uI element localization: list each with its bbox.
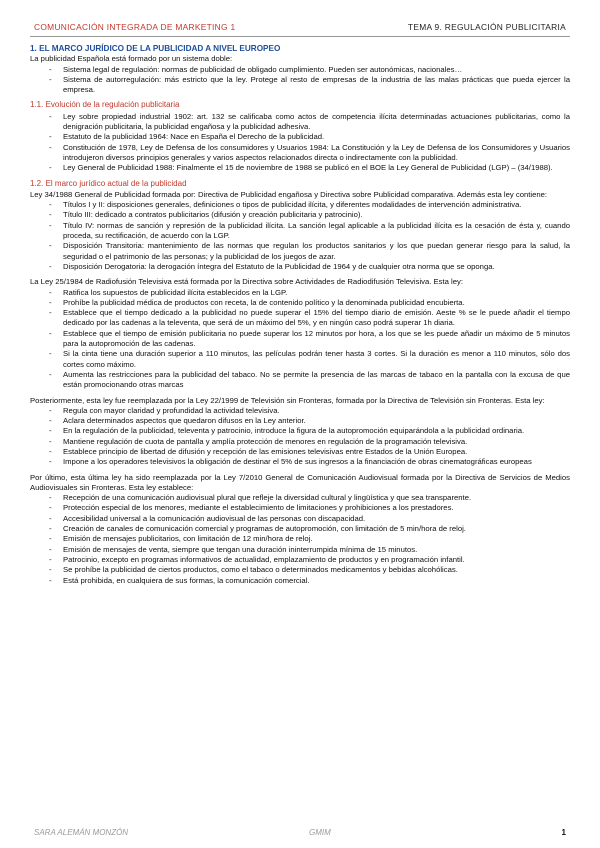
list-item: - Protección especial de los menores, mediante el establecimiento de limitaciones y prohibiciones a los prestadores. [30,503,570,513]
list-item: - Disposición Derogatoria: la derogación íntegra del Estatuto de la Publicidad de 1964 y de cualquier otra norma que se oponga. [30,262,570,272]
tv-law-list [30,406,570,468]
list-item: - Aclara determinados aspectos que quedaron difusos en la Ley anterior. [30,416,570,426]
list-item: - Ratifica los supuestos de publicidad ilícita establecidos en la LGP. [30,288,570,298]
tv-law-intro: Posteriormente, esta ley fue reemplazada por la Ley 22/1999 de Televisión sin Fronteras, formada por la Directiva de Televisión sin Fronteras. Esta ley: [30,395,545,405]
audiovisual-law-list [30,493,570,586]
section-1-intro: La publicidad Española está formado por un sistema doble: [30,54,233,64]
audiovisual-law-intro: Por último, esta última ley ha sido reemplazada por la Ley 7/2010 General de Comunicación Audiovisual formada por la Directiva de Servicios de Medios Audiovisuales sin Fronteras. Esta ley establece: [30,472,570,492]
list-item: - Título IV: normas de sanción y represión de la publicidad ilícita. La sanción legal aplicable a la publicidad ilícita es la cesación de ésta y, cuando proceda, su rectificación, de acuerdo con la LGP. [30,221,570,242]
list-item: - Establece que el tiempo dedicado a la publicidad no puede superar el 15% del tiempo diario de emisión. Aeste % se le puede añadir el tiempo dedicado por las cadenas a la televenta, que será de un máximo del 5%, y en ningún caso podrá superar 1h diaria. [30,308,570,329]
list-item: - Accesibilidad universal a la comunicación audiovisual de las personas con discapacidad. [30,514,570,524]
radio-law-list [30,288,570,391]
list-item: - Disposición Transitoria: mantenimiento de las normas que regulan los productos sanitarios y los que puedan generar riesgo para la salud, la seguridad o el patrimonio de las personas; y la publicidad de los juegos de azar. [30,241,570,262]
list-item: - Emisión de mensajes de venta, siempre que tengan una duración ininterrumpida mínima de 15 minutos. [30,545,570,555]
list-item: - Recepción de una comunicación audiovisual plural que refleje la diversidad cultural y lingüística y que sea transparente. [30,493,570,503]
page-number: 1 [561,828,566,837]
list-item: - En la regulación de la publicidad, televenta y patrocinio, introduce la figura de la autopromoción equiparándola a la publicidad ordinaria. [30,426,570,436]
section-1-title: 1. EL MARCO JURÍDICO DE LA PUBLICIDAD A NIVEL EUROPEO [30,44,281,53]
list-item: - Sistema de autorregulación: más estricto que la ley. Protege al resto de empresas de la industria de las malas prácticas que pueda ejercer la empresa. [30,75,570,96]
list-item: - Regula con mayor claridad y profundidad la actividad televisiva. [30,406,570,416]
list-item: - Sistema legal de regulación: normas de publicidad de obligado cumplimiento. Pueden ser autonómicas, nacionales… [30,65,570,75]
list-item: - Establece principio de libertad de difusión y recepción de las emisiones televisivas entre Estados de la Unión Europea. [30,447,570,457]
page-body [30,44,570,586]
lgp-content-list [30,200,570,272]
list-item: - Está prohibida, en cualquiera de sus formas, la comunicación comercial. [30,576,570,586]
footer-degree: GMIM [309,828,331,837]
header-divider [30,36,570,37]
list-item: - Constitución de 1978, Ley de Defensa de los consumidores y Usuarios 1984: La Constitución y la Ley de Defensa de los Consumidores y Usuarios introdujeron diversos principios generales y varios aspectos relacionados directa o indirectamente con la publicidad. [30,143,570,164]
section-1-2-title: 1.2. El marco jurídico actual de la publicidad [30,178,187,188]
header-course-title: COMUNICACIÓN INTEGRADA DE MARKETING 1 [34,22,236,32]
list-item: - Títulos I y II: disposiciones generales, definiciones o tipos de publicidad ilícita, y diferentes modalidades de intervención administrativa. [30,200,570,210]
list-item: - Emisión de mensajes publicitarios, con limitación de 12 min/hora de reloj. [30,534,570,544]
list-item: - Título III: dedicado a contratos publicitarios (difusión y creación publicitaria y patrocinio). [30,210,570,220]
list-item: - Estatuto de la publicidad 1964: Nace en España el Derecho de la publicidad. [30,132,570,142]
list-item: - Mantiene regulación de cuota de pantalla y amplía protección de menores en regulación de la programación televisiva. [30,437,570,447]
radio-law-intro: La Ley 25/1984 de Radiofusión Televisiva está formada por la Directiva sobre Actividades de Radiodifusión Televisiva. Esta ley: [30,277,464,287]
list-item: - Se prohíbe la publicidad de ciertos productos, como el tabaco o determinados medicamentos y bebidas alcohólicas. [30,565,570,575]
section-1-1-list [30,112,570,174]
list-item: - Ley sobre propiedad industrial 1902: art. 132 se calificaba como actos de competencia ilícita determinadas actuaciones publicitarias, como la denigración publicitaria, la publicidad engañosa y la publicidad adhesiva. [30,112,570,133]
list-item: - Ley General de Publicidad 1988: Finalmente el 15 de noviembre de 1988 se publicó en el BOE la Ley General de Publicidad (LGP) – (34/1988). [30,163,570,173]
section-1-1-title: 1.1. Evolución de la regulación publicitaria [30,100,180,110]
footer-author: SARA ALEMÁN MONZÓN [34,828,129,837]
list-item: - Si la cinta tiene una duración superior a 110 minutos, las películas podrán tener hasta 3 cortes. Si la duración es menor a 110 minutos, sólo dos cortes como máximo. [30,349,570,370]
list-item: - Aumenta las restricciones para la publicidad del tabaco. No se permite la presencia de las marcas de tabaco en la pantalla con la excusa de que están promocionando otras marcas [30,370,570,391]
list-item: - Prohíbe la publicidad médica de productos con receta, la de contenido político y la denominada publicidad encubierta. [30,298,570,308]
section-1-2-intro: Ley 34/1988 General de Publicidad formada por: Directiva de Publicidad engañosa y Directiva sobre Publicidad comparativa. Además esta ley contiene: [30,189,548,199]
section-1-list [30,65,570,96]
list-item: - Impone a los operadores televisivos la obligación de destinar el 5% de sus ingresos a la financiación de obras cinematográficas europeas [30,457,570,467]
list-item: - Patrocinio, excepto en programas informativos de actualidad, emplazamiento de productos y en programación infantil. [30,555,570,565]
list-item: - Establece que el tiempo de emisión publicitaria no puede superar los 12 minutos por hora, a los que se les puede añadir un máximo de 5 minutos para la autopromoción de las cadenas. [30,329,570,350]
page-header [34,22,566,32]
list-item: - Creación de canales de comunicación comercial y programas de autopromoción, con limitación de 5 min/hora de reloj. [30,524,570,534]
header-topic-title: TEMA 9. REGULACIÓN PUBLICITARIA [407,22,566,32]
